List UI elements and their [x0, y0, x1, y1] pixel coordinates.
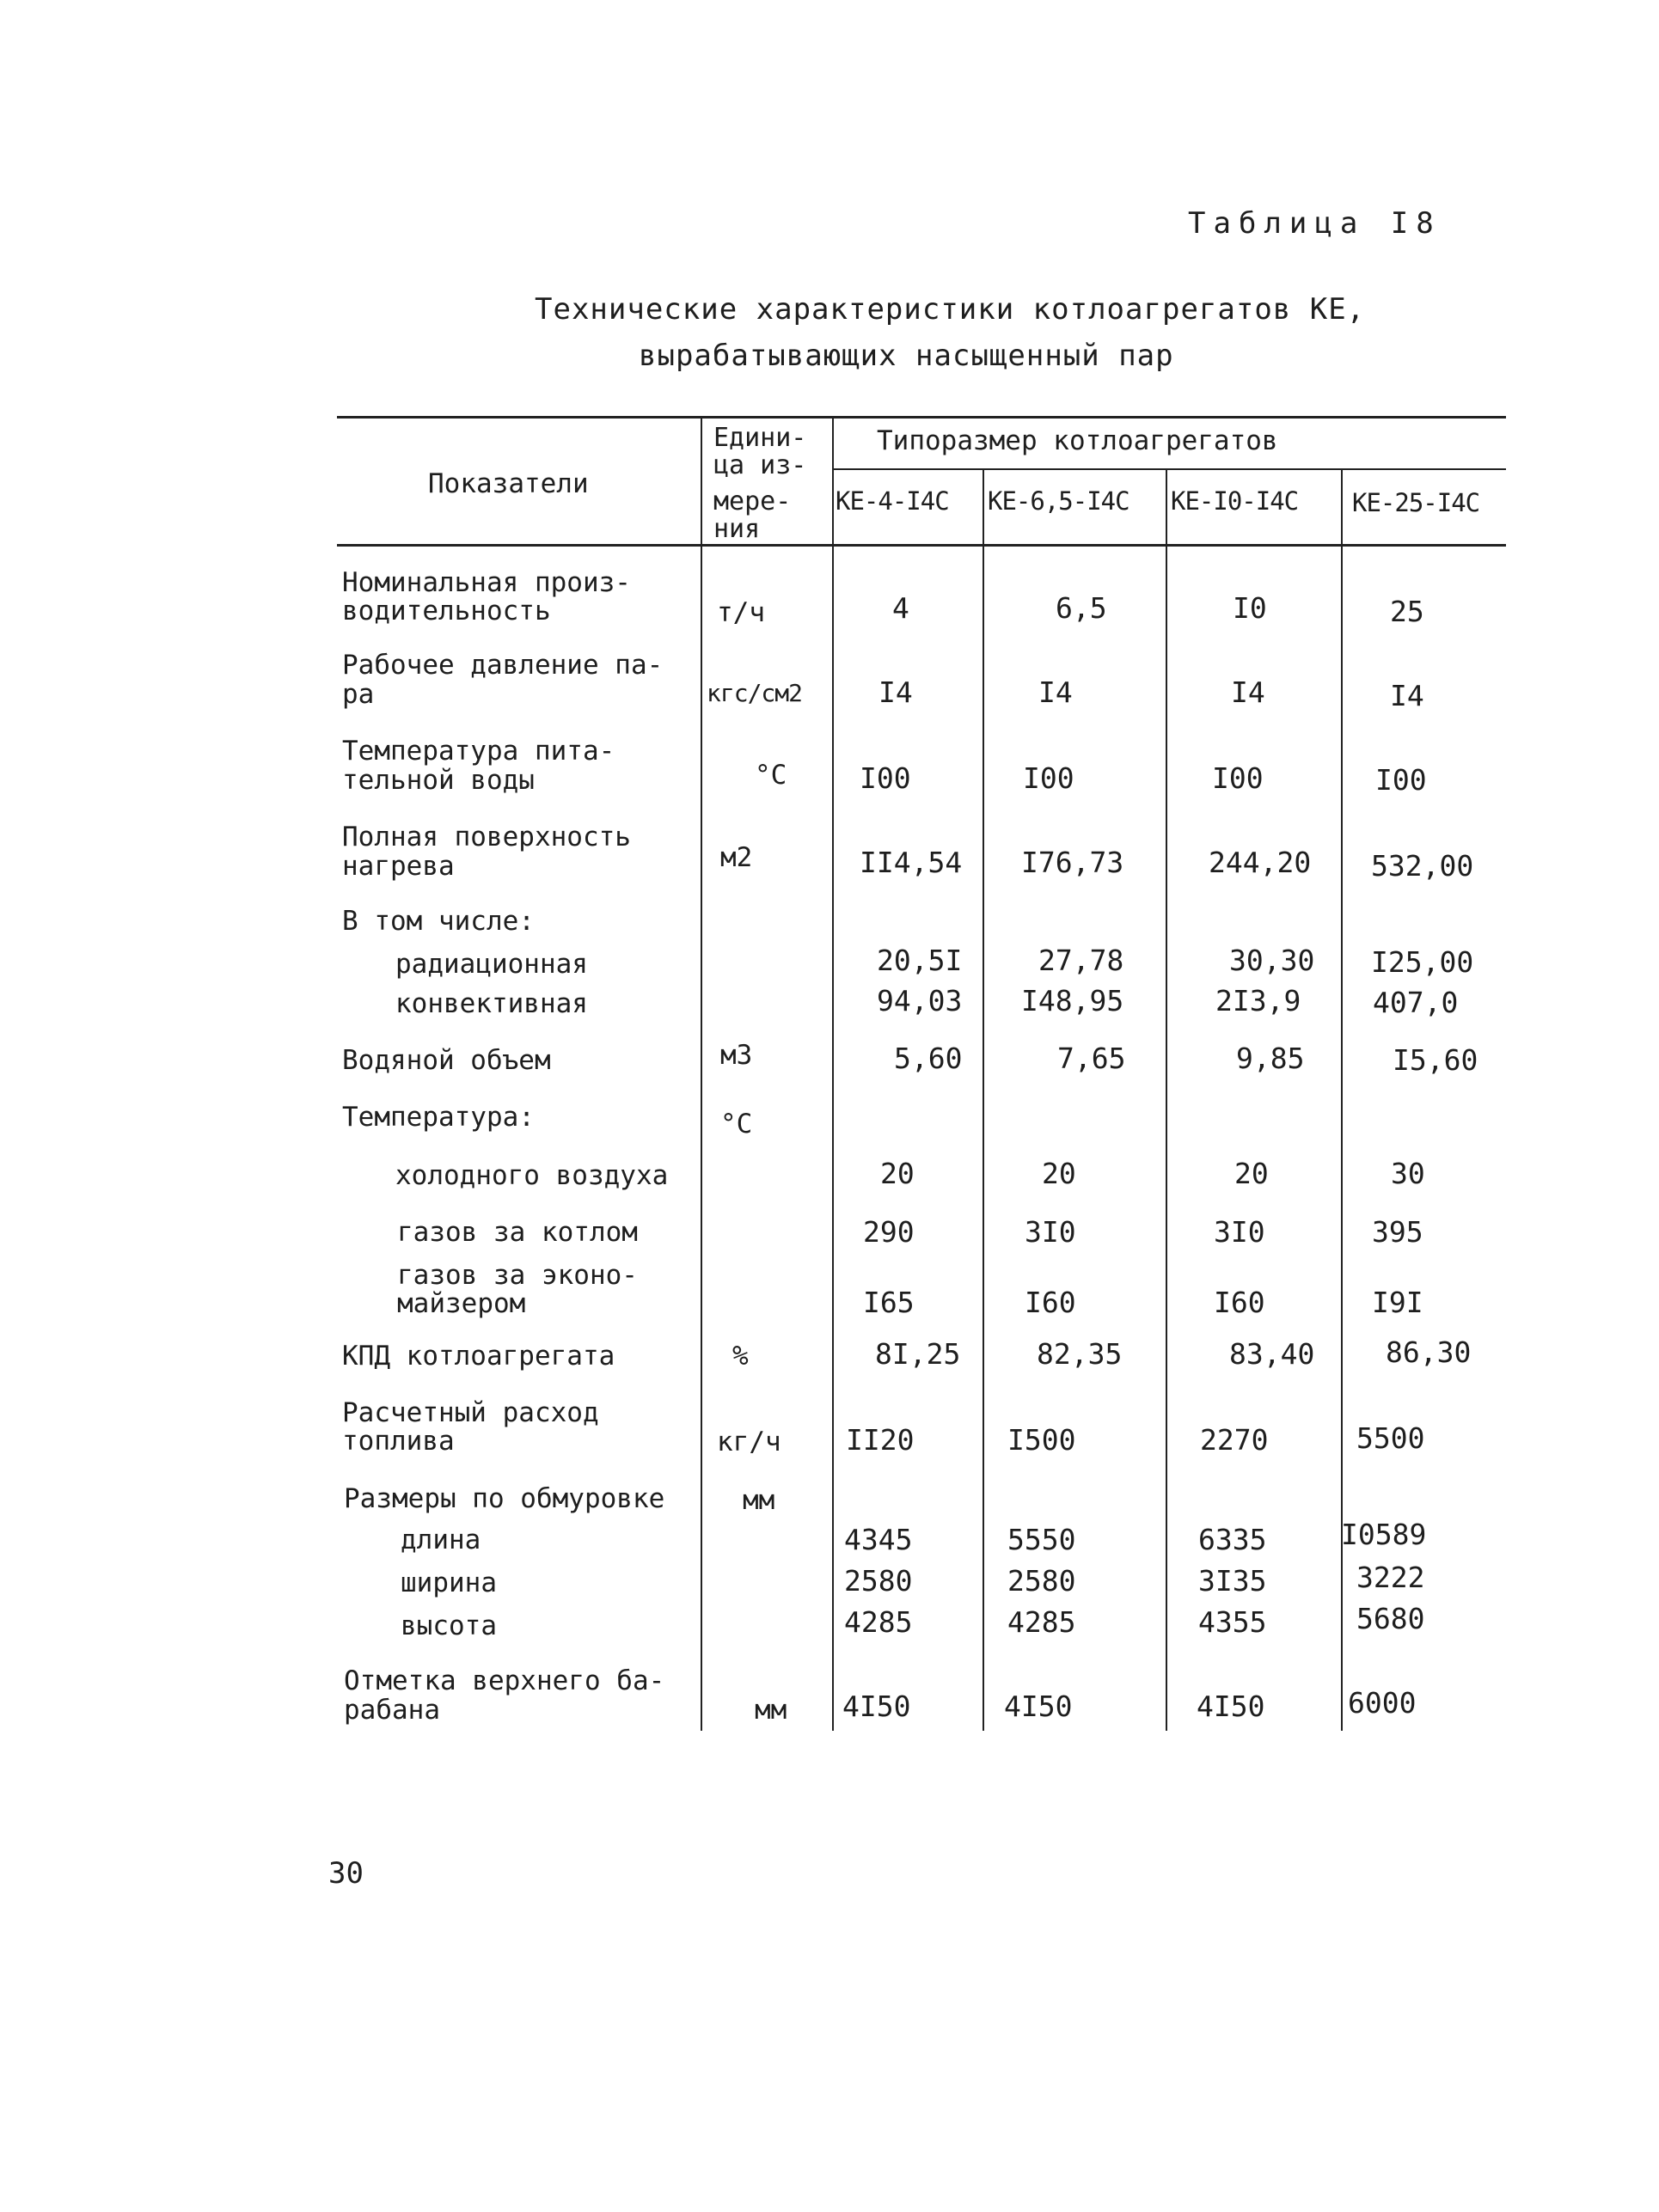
value-nominal-model-1: 4 — [892, 591, 909, 625]
header-model-1: КЕ-4-I4С — [836, 486, 949, 516]
row-label-nominal-line-1: Номинальная произ- — [342, 567, 631, 598]
row-label-drum-line-2: рабана — [344, 1695, 440, 1726]
row-label-feedwater-line-1: Температура пита- — [342, 736, 615, 767]
value-drum-model-1: 4I50 — [842, 1690, 911, 1723]
value-gas-econ-model-4: I9I — [1372, 1286, 1423, 1319]
row-unit-drum: мм — [755, 1695, 787, 1726]
value-fuel-model-2: I500 — [1007, 1423, 1076, 1457]
value-width-model-2: 2580 — [1007, 1564, 1076, 1598]
value-height-model-1: 4285 — [844, 1605, 913, 1639]
row-label-gas-econ-line-2: майзером — [397, 1288, 526, 1319]
header-unit-line-4: ния — [713, 514, 761, 544]
header-unit-line-3: мере- — [713, 486, 792, 516]
value-fuel-model-1: II20 — [846, 1423, 915, 1457]
value-cold-air-model-4: 30 — [1391, 1157, 1425, 1190]
value-radiation-model-4: I25,00 — [1371, 945, 1474, 979]
row-label-pressure-line-1: Рабочее давление па- — [342, 650, 664, 681]
row-unit-pressure: кгс/см2 — [707, 679, 803, 707]
row-label-efficiency: КПД котлоагрегата — [342, 1341, 615, 1372]
row-label-pressure-line-2: ра — [342, 679, 375, 710]
value-cold-air-model-1: 20 — [880, 1157, 915, 1190]
value-gas-boiler-model-3: 3I0 — [1214, 1215, 1265, 1249]
header-unit-line-2: ца из- — [713, 450, 807, 480]
column-divider-unit — [832, 416, 834, 1731]
value-gas-boiler-model-1: 290 — [863, 1215, 915, 1249]
value-gas-boiler-model-4: 395 — [1372, 1215, 1423, 1249]
value-cold-air-model-3: 20 — [1234, 1157, 1269, 1190]
header-boiler-sizes: Типоразмер котлоагрегатов — [877, 425, 1278, 456]
table-label: Таблица I8 — [1188, 206, 1442, 241]
table-title-line-2: вырабатывающих насыщенный пар — [639, 339, 1174, 373]
row-label-including: В том числе: — [342, 906, 535, 937]
value-width-model-3: 3I35 — [1198, 1564, 1267, 1598]
header-model-4: КЕ-25-I4С — [1352, 488, 1480, 517]
row-label-surface-line-1: Полная поверхность — [342, 822, 631, 852]
value-radiation-model-1: 20,5I — [877, 944, 963, 977]
value-efficiency-model-3: 83,40 — [1229, 1337, 1315, 1371]
value-convection-model-1: 94,03 — [877, 984, 963, 1017]
row-label-fuel-line-1: Расчетный расход — [342, 1397, 599, 1428]
value-width-model-4: 3222 — [1356, 1561, 1425, 1594]
row-label-gas-econ-line-1: газов за эконо- — [397, 1260, 638, 1291]
value-pressure-model-3: I4 — [1231, 675, 1265, 709]
row-label-length: длина — [401, 1525, 481, 1555]
row-label-feedwater-line-2: тельной воды — [342, 765, 535, 796]
value-efficiency-model-2: 82,35 — [1037, 1337, 1123, 1371]
value-surface-model-1: II4,54 — [860, 846, 963, 879]
header-model-3: КЕ-I0-I4С — [1171, 486, 1299, 516]
row-label-cold-air: холодного воздуха — [395, 1160, 669, 1191]
value-drum-model-4: 6000 — [1348, 1686, 1417, 1720]
value-gas-econ-model-2: I60 — [1025, 1286, 1076, 1319]
value-length-model-3: 6335 — [1198, 1523, 1267, 1556]
value-gas-boiler-model-2: 3I0 — [1025, 1215, 1076, 1249]
value-water-volume-model-4: I5,60 — [1393, 1043, 1478, 1077]
row-label-nominal-line-2: водительность — [342, 596, 551, 626]
column-divider-model-1 — [983, 468, 984, 1731]
header-indicators: Показатели — [428, 468, 589, 499]
value-radiation-model-3: 30,30 — [1229, 944, 1315, 977]
value-convection-model-4: 407,0 — [1373, 986, 1459, 1019]
value-water-volume-model-3: 9,85 — [1236, 1042, 1305, 1075]
value-length-model-2: 5550 — [1007, 1523, 1076, 1556]
row-label-temperature: Температура: — [342, 1102, 535, 1133]
column-divider-model-2 — [1166, 468, 1167, 1731]
subheader-rule — [832, 468, 1506, 470]
value-gas-econ-model-3: I60 — [1214, 1286, 1265, 1319]
header-bottom-rule — [337, 544, 1506, 547]
value-surface-model-4: 532,00 — [1371, 849, 1474, 883]
table-title-line-1: Технические характеристики котлоагрегатов КЕ, — [535, 292, 1366, 327]
value-convection-model-2: I48,95 — [1021, 984, 1124, 1017]
value-fuel-model-4: 5500 — [1356, 1421, 1425, 1455]
row-label-gas-boiler: газов за котлом — [397, 1217, 638, 1248]
value-nominal-model-4: 25 — [1390, 595, 1424, 628]
row-unit-feedwater: °С — [755, 760, 787, 791]
row-unit-water-volume: м3 — [720, 1040, 753, 1071]
row-label-width: ширина — [401, 1567, 497, 1598]
row-label-radiation: радиационная — [395, 949, 588, 980]
value-nominal-model-2: 6,5 — [1056, 591, 1107, 625]
value-surface-model-2: I76,73 — [1021, 846, 1124, 879]
header-model-2: КЕ-6,5-I4С — [988, 486, 1129, 516]
row-unit-efficiency: % — [732, 1341, 749, 1372]
value-radiation-model-2: 27,78 — [1038, 944, 1124, 977]
value-surface-model-3: 244,20 — [1209, 846, 1312, 879]
row-label-surface-line-2: нагрева — [342, 851, 455, 882]
row-unit-temperature: °С — [720, 1109, 753, 1140]
value-water-volume-model-1: 5,60 — [894, 1042, 963, 1075]
value-height-model-2: 4285 — [1007, 1605, 1076, 1639]
value-pressure-model-4: I4 — [1390, 679, 1424, 712]
value-water-volume-model-2: 7,65 — [1057, 1042, 1126, 1075]
header-unit-line-1: Едини- — [713, 423, 807, 453]
value-height-model-4: 5680 — [1356, 1602, 1425, 1635]
row-label-convection: конвективная — [395, 988, 588, 1019]
value-width-model-1: 2580 — [844, 1564, 913, 1598]
value-efficiency-model-4: 86,30 — [1386, 1335, 1472, 1369]
row-unit-nominal: т/ч — [717, 597, 765, 628]
value-nominal-model-3: I0 — [1233, 591, 1267, 625]
value-gas-econ-model-1: I65 — [863, 1286, 915, 1319]
table-top-rule — [337, 416, 1506, 419]
page-number: 30 — [328, 1856, 364, 1891]
value-pressure-model-2: I4 — [1038, 675, 1073, 709]
value-convection-model-3: 2I3,9 — [1215, 984, 1301, 1017]
value-drum-model-3: 4I50 — [1197, 1690, 1265, 1723]
value-drum-model-2: 4I50 — [1004, 1690, 1073, 1723]
row-label-drum-line-1: Отметка верхнего ба- — [344, 1665, 665, 1696]
row-label-water-volume: Водяной объем — [342, 1045, 551, 1076]
value-cold-air-model-2: 20 — [1042, 1157, 1076, 1190]
row-unit-surface: м2 — [720, 842, 753, 873]
row-unit-fuel: кг/ч — [717, 1427, 781, 1457]
row-label-fuel-line-2: топлива — [342, 1426, 455, 1457]
value-length-model-4: I0589 — [1341, 1518, 1427, 1551]
value-fuel-model-3: 2270 — [1200, 1423, 1269, 1457]
value-pressure-model-1: I4 — [878, 675, 913, 709]
value-length-model-1: 4345 — [844, 1523, 913, 1556]
row-label-dimensions: Размеры по обмуровке — [344, 1483, 665, 1514]
column-divider-indicator — [701, 416, 702, 1731]
value-height-model-3: 4355 — [1198, 1605, 1267, 1639]
row-unit-dimensions: мм — [743, 1485, 775, 1516]
value-feedwater-model-3: I00 — [1212, 761, 1264, 795]
value-feedwater-model-4: I00 — [1375, 763, 1427, 797]
value-efficiency-model-1: 8I,25 — [875, 1337, 961, 1371]
value-feedwater-model-1: I00 — [860, 761, 911, 795]
value-feedwater-model-2: I00 — [1023, 761, 1074, 795]
row-label-height: высота — [401, 1610, 497, 1641]
